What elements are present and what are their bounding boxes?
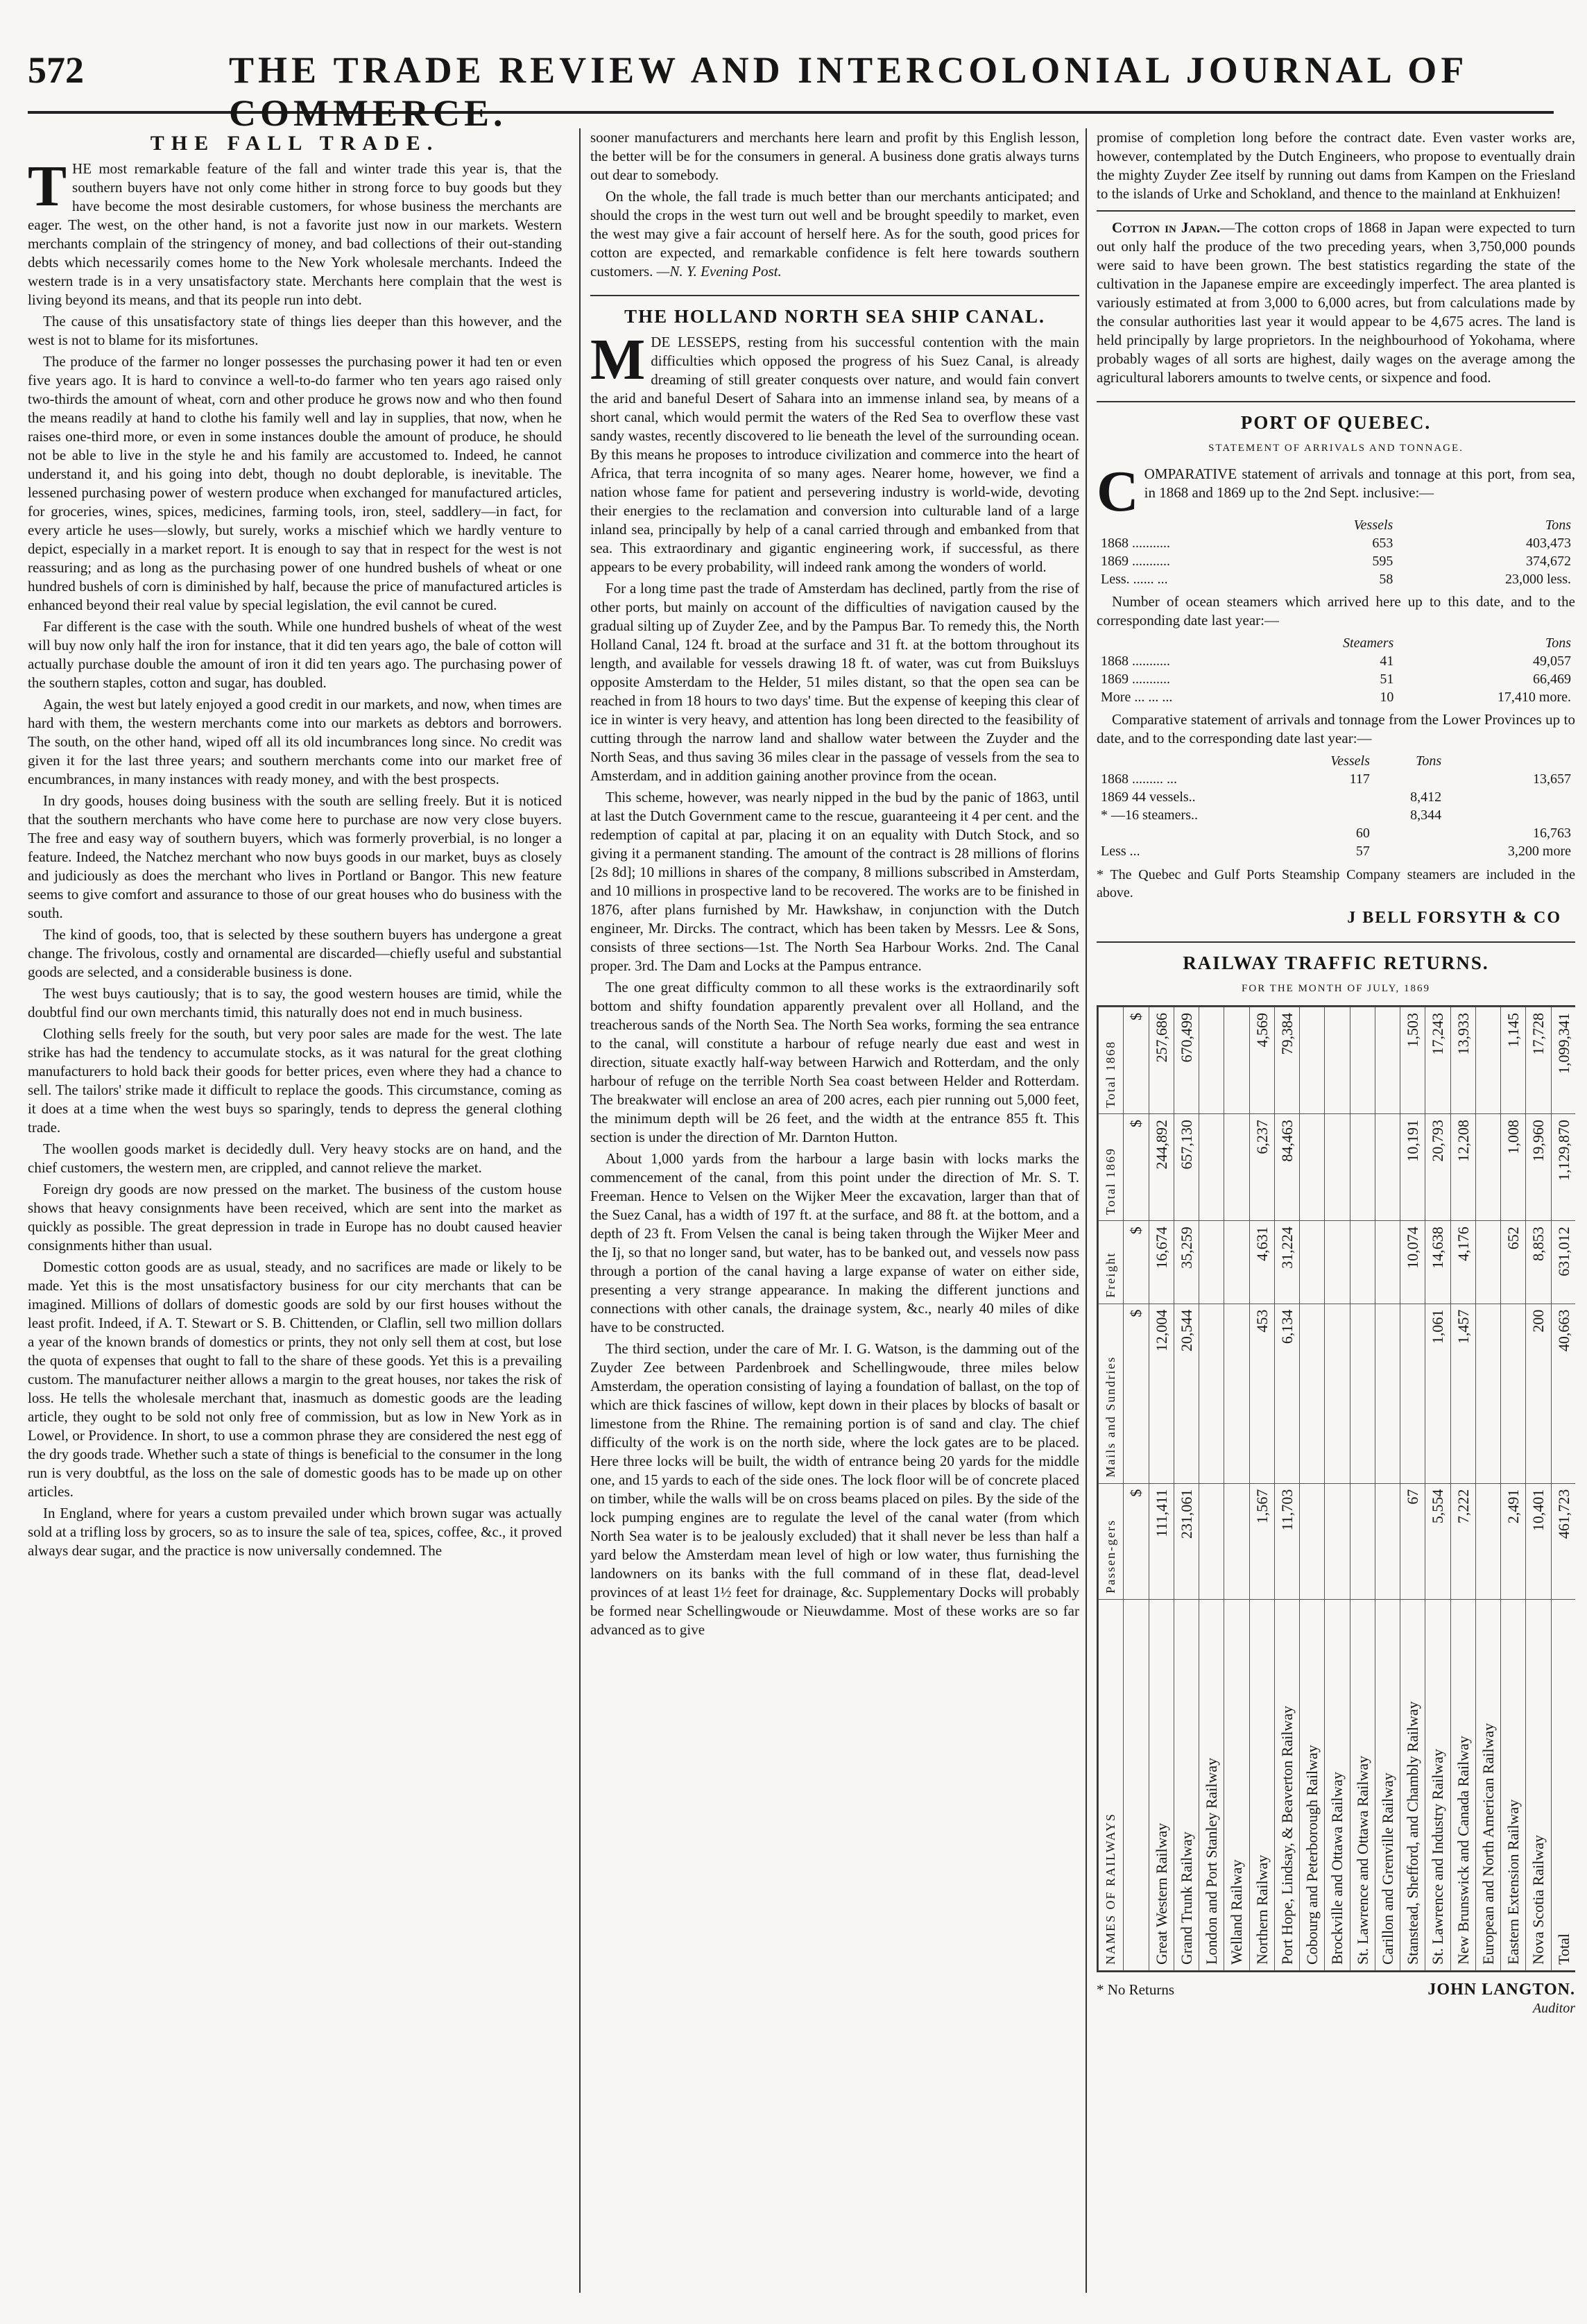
table-cell: 4,631 — [1249, 1221, 1274, 1304]
table-cell: 1868 ........... — [1101, 536, 1170, 551]
table-cell — [1097, 752, 1287, 770]
railway-subheading: FOR THE MONTH OF JULY, 1869 — [1242, 983, 1430, 994]
total-cell: 631,012 — [1551, 1221, 1575, 1304]
table-cell: 5,554 — [1425, 1483, 1450, 1599]
table-cell: 10 — [1380, 690, 1394, 705]
table-cell: 16,674 — [1149, 1221, 1174, 1304]
port-quebec-intro: COMPARATIVE statement of arrivals and tonnage at this port, from sea, in 1868 and 1869 up to the 2nd Sept. inclusive:— — [1097, 459, 1575, 524]
total-cell: 461,723 — [1551, 1483, 1575, 1599]
table-row — [1097, 534, 1575, 552]
table-cell: 14,638 — [1425, 1221, 1450, 1304]
table-cell: 4,569 — [1249, 1007, 1274, 1114]
paragraph-text: HE most remarkable feature of the fall and winter trade this year is, that the southern buyers have not only come hither in strong force to buy goods but they have become the most desirable customers, for whose business the merchants are eager. The west, on the other hand, is not a favorite just now in our markets. Western merchants complain of the stringency of money, and bad collections of their out-standing debts which necessarily comes home to the New York wholesale merchants. Indeed the western trade is in a very unsatisfactory state. Merchants here complain that the west is living beyond its means, and that its people run into debt. — [28, 160, 562, 308]
table-cell — [1224, 1007, 1249, 1114]
table-cell — [1300, 1007, 1325, 1114]
table-cell — [1375, 1304, 1400, 1483]
table-cell — [1374, 842, 1446, 860]
table-row — [1097, 670, 1575, 688]
table-cell — [1300, 1114, 1325, 1221]
table-cell: 1,457 — [1450, 1304, 1475, 1483]
table-cell — [1475, 1007, 1500, 1114]
drop-cap: T — [28, 154, 67, 219]
paragraph — [590, 579, 1079, 785]
lower-provinces-intro: Comparative statement of arrivals and tonnage from the Lower Provinces up to date, and to the corresponding date last year:— — [1097, 711, 1575, 746]
table-row — [1174, 1007, 1199, 1971]
cotton-japan-item: Cotton in Japan.—The cotton crops of 1868 in Japan were expected to turn out only half the produce of the two preceding years, when 3,750,000 pounds were said to have been grown. The best statistics regarding the state of the cultivation in the Japanese empire are exceedingly imperfect. The area planted is variously estimated at from 3,000 to 6,000 acres, but from calculations made by the consular authorities last year it would appear to be 4,675 acres. The land is held principally by large proprietors. In the neighbourhood of Yokohama, where probably wages of all sorts are highest, daily wages on the average among the agricultural laborers amounts to twelve cents, or sixpence and food. — [1097, 219, 1575, 386]
table-row — [1097, 806, 1575, 824]
paragraph-text: Domestic cotton goods are as usual, steady, and no sacrifices are made or likely to be made. Yet this is the most unsatisfactory business for our city merchants that can be imagined. Millions of dollars of domestic goods are sold by our first houses without the least profit. Indeed, if A. T. Stewart or S. B. Chittenden, or Claflin, sell two million dollars a year of the known brands of domestics or prints, they not only sell them at cost, but lose the quota of expenses that ought to fall to the share of these goods. Yet this is a prevailing custom. The manufacturer neither allows a margin to the great houses, nor takes the risk of loss. He tells the wholesale merchant that, inasmuch as domestic goods are the leading article, they ought to be sold not only free of commission, but as low in New York as in Lowel, or Providence. In short, to use a common phrase they are considered the nest egg of the dry goods trade. Whether such a state of things is beneficial to the consumer in the long run is very doubtful, as the loss on the sale of domestic goods has to be made up on other articles. — [28, 1258, 562, 1500]
table-cell — [1475, 1304, 1500, 1483]
table-cell: 17,410 more. — [1497, 690, 1571, 705]
table-row — [1249, 1007, 1274, 1971]
table-cell: 20,544 — [1174, 1304, 1199, 1483]
divider — [1097, 210, 1575, 212]
table-cell — [1374, 770, 1446, 788]
table-cell — [1224, 1304, 1249, 1483]
table-cell — [1325, 1221, 1350, 1304]
table-cell: 1,061 — [1425, 1304, 1450, 1483]
paragraph-text: The woollen goods market is decidedly dull. Very heavy stocks are on hand, and the chief customers, the western men, are crippled, and cannot relieve the market. — [28, 1140, 562, 1176]
railway-name: Carillon and Grenville Railway — [1375, 1599, 1400, 1970]
table-cell: 13,657 — [1533, 771, 1571, 787]
table-cell — [1097, 824, 1287, 842]
holland-canal-continuation: promise of completion long before the contract date. Even vaster works are, however, contemplated by the Dutch Engineers, who propose to eventually drain the mighty Zuyder Zee itself by running out dams from Kampen on the Friesland to the islands of Urke and Schokland, and thence to the mainland at Enkhuizen! — [1097, 129, 1575, 202]
table-cell: 84,463 — [1274, 1114, 1299, 1221]
currency-cell — [1124, 1599, 1149, 1970]
paragraph-text: This scheme, however, was nearly nipped in the bud by the panic of 1863, until at last the Dutch Government came to the rescue, guaranteeing it 4 per cent. and the redemption of capital at par, placing it on an equality with Dutch Stock, and so giving it a permanent standing. The amount of the contract is 28 millions of florins [2s 8d]; 10 millions in shares of the company, 8 millions subscribed in Amsterdam, and 10 millions in prospective land to be recovered. The works are to be finished in 1876, after plans furnished by Mr. Hawkshaw, in conjunction with the Dutch engineer, Mr. Dircks. The contract, which has been taken by Messrs. Lee & Sons, consists of three sections—1st. The North Sea Harbour Works. 2nd. The Canal proper. 3rd. The Dam and Locks at the Pampus entrance. — [590, 789, 1079, 974]
fall-trade-article — [28, 154, 562, 1560]
railway-name: St. Lawrence and Industry Railway — [1425, 1599, 1450, 1970]
table-cell: 111,411 — [1149, 1483, 1174, 1599]
table-cell — [1400, 1304, 1425, 1483]
table-cell: Vessels — [1330, 753, 1370, 769]
paragraph-text: In dry goods, houses doing business with the south are selling freely. But it is noticed that the southern merchants who have come here to purchase are now very close buyers. The free and easy way of southern buyers, which was formerly proverbial, is no longer a feature. Indeed, the Natchez merchant who now buys goods in our market, buys as closely and judiciously as does the merchant who lives in Portland or Bangor. This new feature seems to give comfort and assurance to those of our great houses who do business with the south. — [28, 792, 562, 921]
total-cell: 1,099,341 — [1551, 1007, 1575, 1114]
table-cell: 8,853 — [1526, 1221, 1551, 1304]
table-cell: 231,061 — [1174, 1483, 1199, 1599]
table-cell: 403,473 — [1526, 536, 1571, 551]
total-row — [1551, 1007, 1575, 1971]
total-cell: 40,663 — [1551, 1304, 1575, 1483]
table-row — [1097, 752, 1575, 770]
railway-name: St. Lawrence and Ottawa Railway — [1350, 1599, 1375, 1970]
paragraph — [28, 1025, 562, 1137]
table-cell: 657,130 — [1174, 1114, 1199, 1221]
railway-name: Port Hope, Lindsay, & Beaverton Railway — [1274, 1599, 1299, 1970]
table-cell — [1224, 1483, 1249, 1599]
table-cell: 3,200 more — [1507, 844, 1571, 859]
table-cell: 595 — [1372, 554, 1393, 569]
paragraph — [590, 1340, 1079, 1639]
table-cell: 1869 ........... — [1101, 554, 1170, 569]
column-header: NAMES OF RAILWAYS — [1099, 1599, 1124, 1970]
currency-cell: $ — [1124, 1483, 1149, 1599]
column-header: Freight — [1099, 1221, 1124, 1304]
table-cell — [1300, 1483, 1325, 1599]
page-number: 572 — [28, 49, 84, 91]
table-cell: 1868 ........... — [1101, 653, 1170, 669]
currency-cell: $ — [1124, 1114, 1149, 1221]
table-cell: 2,491 — [1501, 1483, 1526, 1599]
table-cell: Less. ...... ... — [1101, 572, 1168, 587]
table-header-row — [1099, 1007, 1124, 1971]
railway-table-rotated — [1098, 1007, 1575, 1971]
table-cell: 57 — [1355, 844, 1370, 859]
table-cell — [1199, 1007, 1224, 1114]
table-cell — [1375, 1483, 1400, 1599]
port-quebec-signature: J BELL FORSYTH & CO — [1347, 909, 1561, 927]
paragraph — [28, 1258, 562, 1501]
article-source: —N. Y. Evening Post. — [656, 263, 782, 280]
paragraph — [28, 925, 562, 982]
drop-cap: C — [1097, 459, 1139, 524]
table-row — [1097, 552, 1575, 570]
table-cell — [1374, 824, 1446, 842]
paragraph — [590, 788, 1079, 975]
paragraph — [590, 978, 1079, 1147]
table-cell: 374,672 — [1526, 554, 1571, 569]
railway-traffic-table — [1098, 1007, 1575, 1971]
railway-name: Brockville and Ottawa Railway — [1325, 1599, 1350, 1970]
table-cell: Steamers — [1343, 635, 1394, 651]
table-cell — [1446, 788, 1575, 806]
table-cell — [1224, 1221, 1249, 1304]
table-cell — [1224, 1114, 1249, 1221]
table-cell: 652 — [1501, 1221, 1526, 1304]
table-cell — [1350, 1221, 1375, 1304]
paragraph — [28, 154, 562, 309]
table-cell: 41 — [1380, 653, 1394, 669]
paragraph-text: For a long time past the trade of Amsterdam has declined, partly from the rise of other ports, but mainly on account of the difficulties of navigation caused by the gradual silting up of Zuyder Zee, and by the Pampus Bar. To remedy this, the North Holland Canal, 124 ft. broad at the surface and 31 ft. at the bottom throughout its length, and available for vessels drawing 18 ft. of water, was cut from Buiksluys opposite Amsterdam to the Helder, 51 miles distant, so that the open sea can be reached in from 18 hours to two days' time. But the expense of keeping this clear of ice in winter is very heavy, and attention has long been directed to the feasibility of cutting through the narrow land and shallow water between the Zuyder and the North Seas, and thus saving 36 miles clear in the passage of vessels from the sea to Amsterdam, and in addition gaining another province from the ocean. — [590, 580, 1079, 784]
table-cell — [1325, 1304, 1350, 1483]
lower-provinces-table — [1097, 752, 1575, 860]
port-quebec-footnote: * The Quebec and Gulf Ports Steamship Company steamers are included in the above. — [1097, 867, 1575, 900]
table-cell: Tons — [1545, 635, 1571, 651]
railway-name: London and Port Stanley Railway — [1199, 1599, 1224, 1970]
total-cell: 1,129,870 — [1551, 1114, 1575, 1221]
paragraph-text: Clothing sells freely for the south, but very poor sales are made for the west. The late strike has had the tendency to accumulate stocks, as it was natural for the great clothing manufacturers to hold back their goods for better prices, even where they had a chance to sell. The tailors' strike made it difficult to replace the goods. This circumstance, coming as it does at a time when the west buys so sparingly, tends to depress the general clothing trade. — [28, 1025, 562, 1136]
table-cell — [1475, 1483, 1500, 1599]
column-header: Total 1869 — [1099, 1114, 1124, 1221]
currency-row — [1124, 1007, 1149, 1971]
table-row — [1097, 688, 1575, 706]
paragraph-text: In England, where for years a custom prevailed under which brown sugar was actually sold at a trifling loss by grocers, so as to insure the sale of tea, spices, coffee, &c., it proved always dear sugar, and the practice is now universally condemned. The — [28, 1505, 562, 1559]
table-cell: 1,145 — [1501, 1007, 1526, 1114]
cotton-japan-label: Cotton in Japan. — [1112, 219, 1221, 236]
column-3 — [1086, 128, 1575, 2293]
table-cell: 12,004 — [1149, 1304, 1174, 1483]
journal-title: THE TRADE REVIEW AND INTERCOLONIAL JOURNAL OF COMMERCE. — [229, 49, 1467, 134]
table-cell: 1,008 — [1501, 1114, 1526, 1221]
railway-name: Northern Railway — [1249, 1599, 1274, 1970]
table-cell — [1350, 1304, 1375, 1483]
table-row — [1400, 1007, 1425, 1971]
table-cell: 244,892 — [1149, 1114, 1174, 1221]
table-cell — [1199, 1483, 1224, 1599]
railway-name: Stanstead, Shefford, and Chambly Railway — [1400, 1599, 1425, 1970]
table-row — [1274, 1007, 1299, 1971]
port-quebec-subheading: STATEMENT OF ARRIVALS AND TONNAGE. — [1208, 443, 1464, 454]
table-cell: 10,074 — [1400, 1221, 1425, 1304]
railway-footer — [1097, 1981, 1575, 1999]
railway-name: European and North American Railway — [1475, 1599, 1500, 1970]
table-cell: 8,412 — [1410, 789, 1442, 805]
table-cell — [1300, 1304, 1325, 1483]
table-cell — [1300, 1221, 1325, 1304]
paragraph — [28, 352, 562, 615]
table-row — [1199, 1007, 1224, 1971]
column-header: Total 1868 — [1099, 1007, 1124, 1114]
table-cell — [1350, 1483, 1375, 1599]
table-cell: 257,686 — [1149, 1007, 1174, 1114]
paragraph — [590, 327, 1079, 576]
table-row — [1501, 1007, 1526, 1971]
railway-name: Nova Scotia Railway — [1526, 1599, 1551, 1970]
column-header: Passen-gers — [1099, 1483, 1124, 1599]
table-cell — [1375, 1114, 1400, 1221]
railway-name: Great Western Railway — [1149, 1599, 1174, 1970]
auditor-title: Auditor — [1532, 2001, 1575, 2016]
column-2 — [579, 128, 1079, 2293]
table-cell: 117 — [1349, 771, 1370, 787]
table-row — [1375, 1007, 1400, 1971]
table-cell — [1375, 1007, 1400, 1114]
table-cell: 20,793 — [1425, 1114, 1450, 1221]
paragraph — [28, 1504, 562, 1560]
table-row — [1475, 1007, 1500, 1971]
currency-cell: $ — [1124, 1221, 1149, 1304]
column-header: Mails and Sundries — [1099, 1304, 1124, 1483]
table-row — [1097, 842, 1575, 860]
table-cell — [1287, 788, 1373, 806]
table-row — [1526, 1007, 1551, 1971]
paragraph-text: The west buys cautiously; that is to say, the good western houses are timid, while the doubtful find our own merchants timid, this naturally does not end in much business. — [28, 985, 562, 1020]
table-cell — [1475, 1221, 1500, 1304]
table-cell — [1375, 1221, 1400, 1304]
table-cell: 1,503 — [1400, 1007, 1425, 1114]
table-cell: 11,703 — [1274, 1483, 1299, 1599]
table-cell: 8,344 — [1410, 808, 1442, 823]
column-1 — [28, 128, 562, 2293]
table-row — [1097, 634, 1575, 652]
table-cell: 6,134 — [1274, 1304, 1299, 1483]
table-cell: 1869 ........... — [1101, 672, 1170, 687]
paragraph — [28, 1140, 562, 1177]
railway-name: Cobourg and Peterborough Railway — [1300, 1599, 1325, 1970]
table-row — [1097, 788, 1575, 806]
table-cell — [1475, 1114, 1500, 1221]
table-cell — [1350, 1007, 1375, 1114]
table-cell: * —16 steamers.. — [1101, 808, 1198, 823]
paragraph-text: The cause of this unsatisfactory state of things lies deeper than this however, and the west is not to blame for its misfortunes. — [28, 313, 562, 348]
railway-name: New Brunswick and Canada Railway — [1450, 1599, 1475, 1970]
fall-trade-continuation: sooner manufacturers and merchants here learn and profit by this English lesson, the better will be for the consumers in general. A business done gratis always turns out dear to somebody. — [590, 129, 1079, 183]
railway-table-frame — [1097, 1005, 1575, 1972]
table-cell: 60 — [1355, 826, 1370, 841]
table-row — [1097, 824, 1575, 842]
table-cell: More ... ... ... — [1101, 690, 1173, 705]
table-row — [1097, 570, 1575, 588]
holland-canal-heading: THE HOLLAND NORTH SEA SHIP CANAL. — [590, 295, 1079, 326]
paragraph — [28, 1180, 562, 1255]
fall-trade-heading: THE FALL TRADE. — [150, 132, 440, 155]
ocean-steamers-intro: Number of ocean steamers which arrived here up to this date, and to the corresponding date last year:— — [1097, 593, 1575, 629]
paragraph-text: Again, the west but lately enjoyed a good credit in our markets, and now, when times are hard with them, the western merchants come into our markets as debtors and borrowers. The south, on the other hand, wiped off all its old incumbrances long since. No credit was given it for the last three years; and southern merchants come into our market free of encumbrances, in many instances with ready money, and with the best prospects. — [28, 696, 562, 787]
table-cell: 17,243 — [1425, 1007, 1450, 1114]
table-row — [1350, 1007, 1375, 1971]
table-cell: 6,237 — [1249, 1114, 1274, 1221]
paragraph — [28, 312, 562, 350]
table-cell: 19,960 — [1526, 1114, 1551, 1221]
table-cell — [1325, 1483, 1350, 1599]
paragraph-text: About 1,000 yards from the harbour a large basin with locks marks the commencement of the canal, from this point under the direction of Mr. S. T. Freeman. Hence to Velsen on the Wijker Meer the excavation, larger than that of the Suez Canal, has a width of 197 ft. at the surface, and 88 ft. at the bottom, and a depth of 23 ft. From Velsen the canal is being taken through the Wijker Meer and the Ij, so that no longer sand, but water, has to be banked out, and vessels now pass through a portion of the canal having a large expanse of water on either side, presenting a very strange appearance. In making the different junctions and connections with other canals, the drainage system, &c., nearly 40 miles of dike have to be constructed. — [590, 1150, 1079, 1335]
table-cell — [1199, 1114, 1224, 1221]
table-cell — [1097, 634, 1270, 652]
paragraph-text: The one great difficulty common to all these works is the extraordinarily soft bottom and shifty foundation apparently prevalent over all Holland, and the treacherous sands of the North Sea. The North Sea works, forming the sea entrance to the canal, will constitute a harbour of refuge nearly due east and west in direction, situate exactly half-way between Harwich and Rotterdam, and the only harbour of refuge on the terrible North Sea coast between Helder and Rotterdam. The breakwater will enclose an area of 200 acres, each pier running out 5,000 feet, the minimum depth will be 26 feet, and the width at the entrance 855 ft. This section is under the direction of Mr. Darnton Hutton. — [590, 979, 1079, 1145]
paragraph-text: The third section, under the care of Mr. I. G. Watson, is the damming out of the Zuyder Zee between Pardenbroek and Schellingwoude, three miles below Amsterdam, the operation consisting of laying a foundation of ballast, on the top of which are thick fascines of willow, kept down in their places by blocks of basalt or limestone from the Rhine. The remaining portion is of sand and clay. The chief difficulty of the work is on the north side, where the lock gates are to be placed. Here three locks will be built, the width of entrance being 20 yards for the middle one, and 15 yards to each of the side ones. The lock floor will be of concrete placed on timber, while the walls will be on cross beams placed on piles. By the side of the lock pumping engines are to regulate the level of the canal water (from which North Sea water is to be jealously excluded) that it shall never be less than half a yard below the Amsterdam mean level of high or low water, thus furnishing the landowners on its banks with the full command of in these flat, dead-level provinces of at least 1½ feet for drainage, &c. Supplementary Docks will probably be formed near Schellingwoude or Nieuwdamme. Most of these works are so far advanced as to give — [590, 1340, 1079, 1638]
table-cell: 51 — [1380, 672, 1394, 687]
paragraph — [28, 617, 562, 692]
paragraph — [590, 1150, 1079, 1337]
paragraph-text: Foreign dry goods are now pressed on the market. The business of the custom house shows that heavy consignments have been received, which are sent into the market as quickly as possible. The great depression in trade in Europe has no doubt caused heavier consignments hither than usual. — [28, 1181, 562, 1254]
table-row — [1325, 1007, 1350, 1971]
paragraph — [28, 984, 562, 1022]
paragraph-text: DE LESSEPS, resting from his successful contention with the main difficulties which opposed the progress of his Suez Canal, is already dreaming of still greater conquests over nature, and would fain convert the arid and baneful Desert of Sahara into an immense inland sea, by means of a short canal, which would permit the waters of the Red Sea to overflow these vast sandy wastes, recently discovered to lie beneath the level of the surrounding ocean. By this means he proposes to introduce civilization and commerce into the heart of Africa, that terra incognita of so many ages. Nearer home, however, we find a nation whose fame for patient and persevering industry is world-wide, devoting their energies to the reclamation and conversion into culturable land of a large inland sea, principally by help of a canal carried through and embanked from that sea. This extraordinary and gigantic engineering work, if successful, as there appears to be every probability, will indeed rank among the wonders of world. — [590, 334, 1079, 575]
railway-name: Eastern Extension Railway — [1501, 1599, 1526, 1970]
table-cell: 10,401 — [1526, 1483, 1551, 1599]
table-cell: 670,499 — [1174, 1007, 1199, 1114]
table-cell: 1869 44 vessels.. — [1101, 789, 1196, 805]
railway-heading: RAILWAY TRAFFIC RETURNS. — [1097, 941, 1575, 973]
table-cell: 7,222 — [1450, 1483, 1475, 1599]
railway-name: Welland Railway — [1224, 1599, 1249, 1970]
table-row — [1097, 770, 1575, 788]
table-cell — [1199, 1304, 1224, 1483]
table-cell: 653 — [1372, 536, 1393, 551]
holland-canal-article — [590, 327, 1079, 1639]
no-returns-note: * No Returns — [1097, 1981, 1174, 1998]
fall-trade-conclusion: On the whole, the fall trade is much better than our merchants anticipated; and should the crops in the west turn out well and be brought speedily to market, even the west may give a fair account of herself here. As for the south, good prices for cotton are expected, and remarkable confidence is felt here towards southern customers. —N. Y. Evening Post. — [590, 188, 1079, 280]
table-cell: 200 — [1526, 1304, 1551, 1483]
table-cell: 67 — [1400, 1483, 1425, 1599]
railway-name: Grand Trunk Railway — [1174, 1599, 1199, 1970]
table-row — [1450, 1007, 1475, 1971]
auditor-name: JOHN LANGTON. — [1427, 1981, 1575, 1999]
total-label: Total — [1551, 1599, 1575, 1970]
table-row — [1097, 652, 1575, 670]
table-cell — [1325, 1007, 1350, 1114]
table-cell: 10,191 — [1400, 1114, 1425, 1221]
table-cell: 16,763 — [1533, 826, 1571, 841]
table-row — [1149, 1007, 1174, 1971]
arrivals-table — [1097, 516, 1575, 588]
table-cell — [1199, 1221, 1224, 1304]
table-cell — [1501, 1304, 1526, 1483]
table-cell: 12,208 — [1450, 1114, 1475, 1221]
table-cell — [1446, 806, 1575, 824]
table-row — [1097, 516, 1575, 534]
table-row — [1224, 1007, 1249, 1971]
page-header — [28, 28, 1554, 134]
table-cell: 17,728 — [1526, 1007, 1551, 1114]
table-cell: 4,176 — [1450, 1221, 1475, 1304]
currency-cell: $ — [1124, 1007, 1149, 1114]
table-cell: Less ... — [1101, 844, 1140, 859]
paragraph — [28, 695, 562, 789]
currency-cell: $ — [1124, 1304, 1149, 1483]
table-cell — [1325, 1114, 1350, 1221]
table-cell — [1350, 1114, 1375, 1221]
table-cell: 13,933 — [1450, 1007, 1475, 1114]
paragraph — [28, 792, 562, 923]
paragraph-text: The produce of the farmer no longer possesses the purchasing power it had ten or even five years ago. It is hard to convince a well-to-do farmer who ten years ago raised only two-thirds the amount of wheat, corn and other produce he grows now and who then found the means readily at hand to clothe his family well and lay in supplies, that now, when he raises one-third more, or even in some instances double the amount of produce, he should not be able to live in the style he and his family are accustomed to. Indeed, he cannot understand it, and his going into debt, though no doubt deplorable, is inevitable. The lessened purchasing power of western produce when exchanged for manufactured articles, for groceries, wines, spices, medicines, farming tools, iron, steel, saddlery—in fact, for every article he uses—slowly, but surely, works a mischief which we hardly venture to depict, especially in a market report. It is enough to say that in respect for the west is not reassuring; and as long as the purchasing power of one hundred bushels of wheat or one hundred bushels of corn is diminished by half, because the price of manufactured articles is enhanced beyond their real value by special legislation, the evil cannot be cured. — [28, 353, 562, 613]
ocean-steamers-table — [1097, 634, 1575, 706]
paragraph-text: The kind of goods, too, that is selected by these southern buyers has undergone a great change. The frivolous, costly and ornamental are discarded—chiefly useful and substantial goods are selected, and a considerable business is done. — [28, 926, 562, 980]
table-cell: 79,384 — [1274, 1007, 1299, 1114]
drop-cap: M — [590, 327, 646, 392]
table-cell: Vessels — [1353, 518, 1393, 533]
table-cell: 453 — [1249, 1304, 1274, 1483]
table-cell: 66,469 — [1533, 672, 1571, 687]
port-quebec-heading: PORT OF QUEBEC. — [1097, 401, 1575, 432]
table-cell: Tons — [1416, 753, 1442, 769]
paragraph-text: Far different is the case with the south. While one hundred bushels of wheat of the west will buy now only half the iron for instance, that it did ten years ago, the bale of cotton will actually purchase double the amount of iron it did ten years ago. The purchasing power of the southern staples, cotton and sugar, has doubled. — [28, 618, 562, 691]
table-cell: 1,567 — [1249, 1483, 1274, 1599]
table-cell — [1287, 806, 1373, 824]
table-cell: 58 — [1379, 572, 1393, 587]
table-cell: 23,000 less. — [1505, 572, 1571, 587]
table-cell: 49,057 — [1533, 653, 1571, 669]
table-cell: Tons — [1545, 518, 1571, 533]
table-cell: 1868 ......... ... — [1101, 771, 1177, 787]
table-cell: 31,224 — [1274, 1221, 1299, 1304]
table-row — [1300, 1007, 1325, 1971]
table-cell: 35,259 — [1174, 1221, 1199, 1304]
table-row — [1425, 1007, 1450, 1971]
